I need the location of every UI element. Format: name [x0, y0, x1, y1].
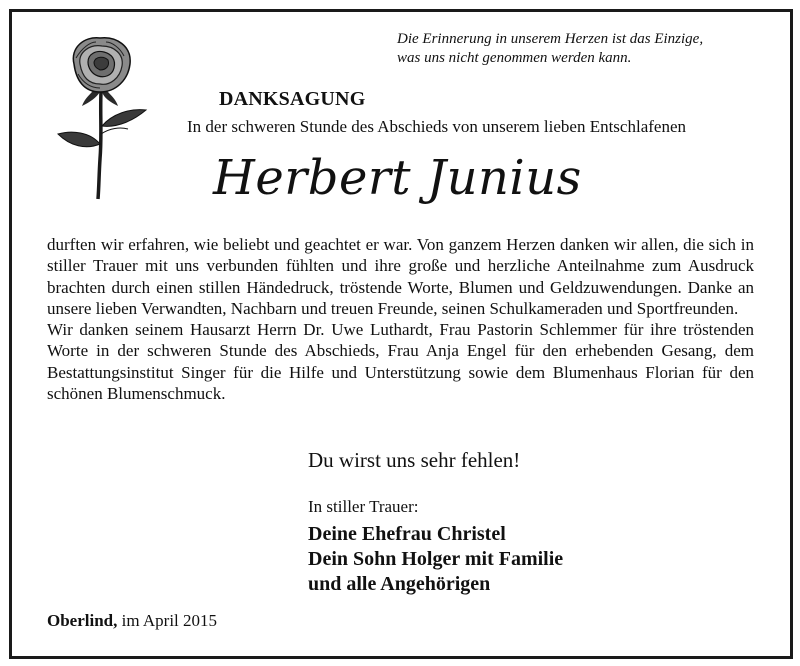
mourner-line: Deine Ehefrau Christel [308, 523, 506, 545]
place-town: Oberlind, [47, 611, 118, 630]
deceased-name: Herbert Junius [213, 150, 582, 206]
thanks-paragraph-1: durften wir erfahren, wie beliebt und geachtet er war. Von ganzem Herzen danken wir allen, die sich in stiller Trauer mit uns verbunden fühlten und ihre große und herzliche Anteilnahme zum Ausdruck brachten durch einen stillen Händedruck, tröstende Worte, Blumen und Geldzuwendungen. Danke an unsere lieben Verwandten, Nachbarn und treuen Freunde, seinen Schulkameraden und Sportfreunden. [47, 235, 754, 318]
mourner-line: und alle Angehörigen [308, 573, 491, 595]
closing-line: Du wirst uns sehr fehlen! [308, 448, 521, 472]
motto-quote [397, 30, 777, 68]
notice-heading: DANKSAGUNG [219, 88, 366, 110]
motto-line-2: was uns nicht genommen werden kann. [397, 50, 632, 66]
mourning-label: In stiller Trauer: [308, 497, 419, 516]
intro-line: In der schweren Stunde des Abschieds von unserem lieben Entschlafenen [187, 117, 686, 136]
mourners-list [308, 522, 563, 597]
place-date-text: im April 2015 [121, 611, 218, 630]
mourner-line: Dein Sohn Holger mit Familie [308, 548, 564, 570]
motto-line-1: Die Erinnerung in unserem Herzen ist das Einzige, [397, 31, 704, 47]
place-date [47, 611, 217, 631]
thanks-paragraph-2: Wir danken seinem Hausarzt Herrn Dr. Uwe Luthardt, Frau Pastorin Schlemmer für ihre tröstenden Worte in der schweren Stunde des Abschieds, Frau Anja Engel für den erhebenden Gesang, dem Bestattungsinstitut Singer für die Hilfe und Unterstützung sowie dem Blumenhaus Florian für den schönen Blumenschmuck. [47, 320, 754, 404]
thanks-body [47, 234, 754, 404]
rose-icon [54, 34, 152, 202]
